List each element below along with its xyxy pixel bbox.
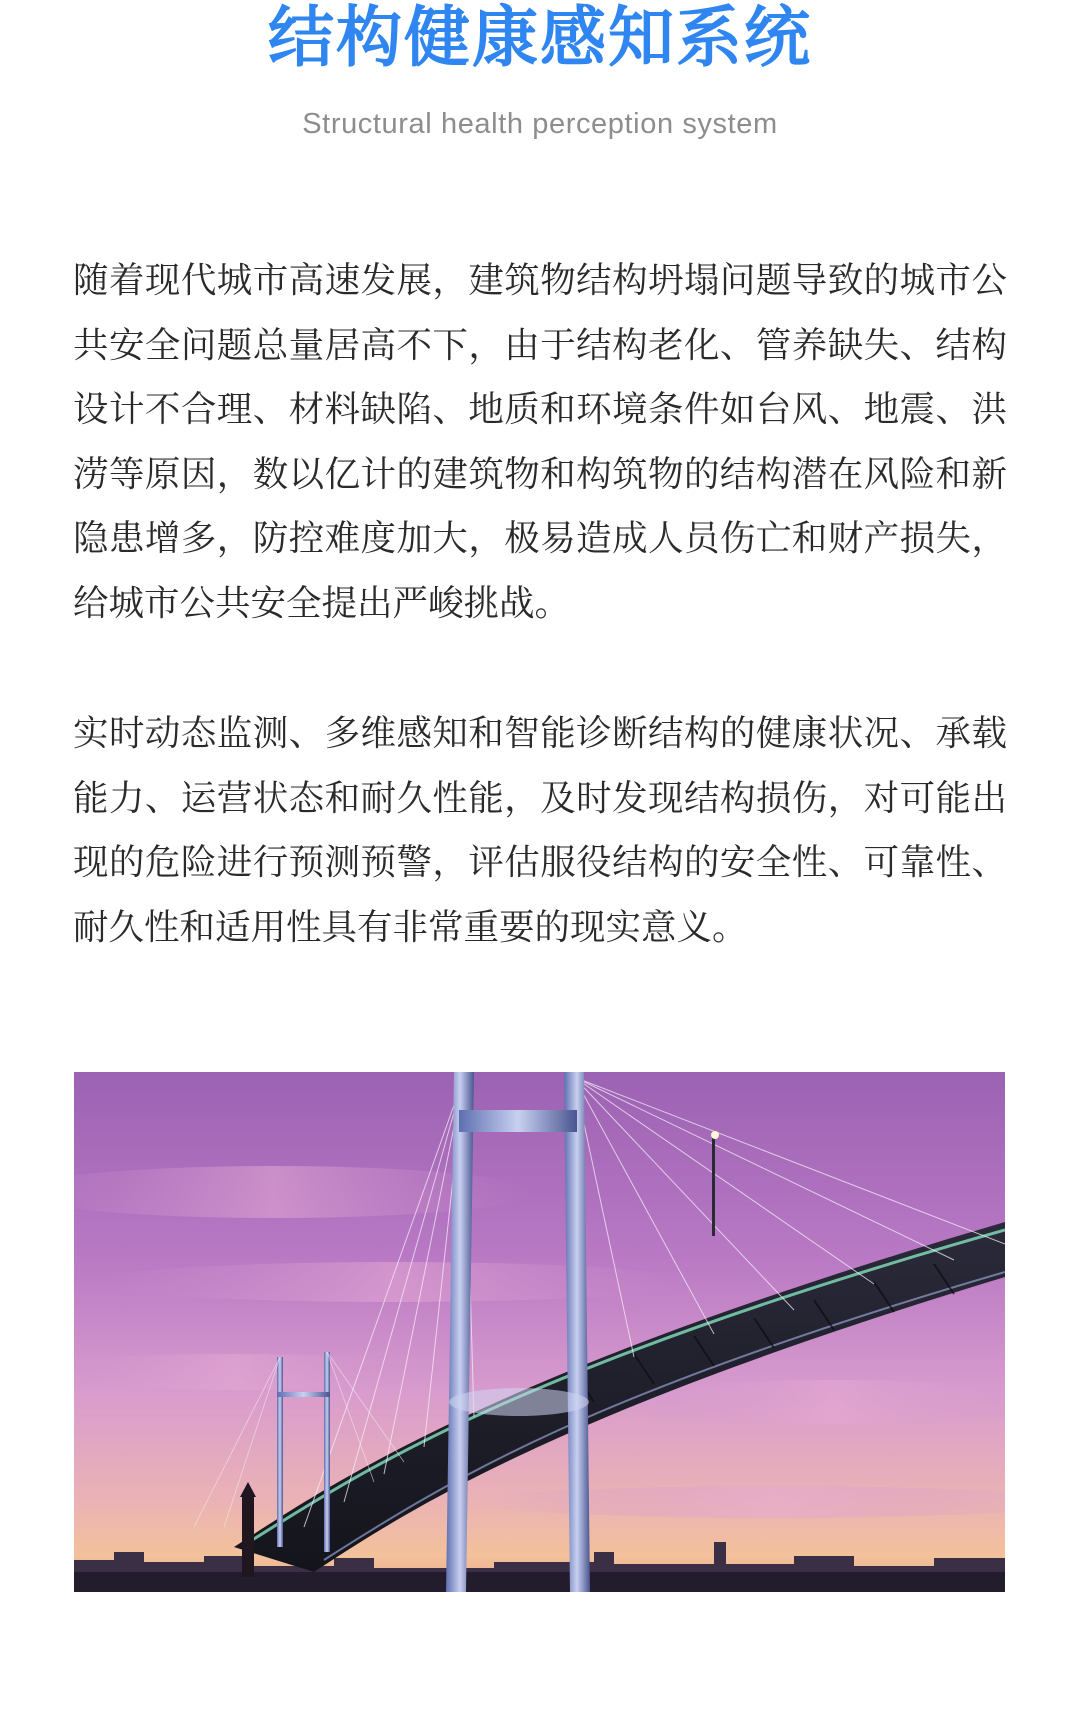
next-section-edge	[0, 1700, 1080, 1715]
intro-paragraph: 随着现代城市高速发展，建筑物结构坍塌问题导致的城市公共安全问题总量居高不下，由于结构老化、管养缺失、结构设计不合理、材料缺陷、地质和环境条件如台风、地震、洪涝等原因，数以亿计的建筑物和构筑物的结构潜在风险和新隐患增多，防控难度加大，极易造成人员伤亡和财产损失，给城市公共安全提出严峻挑战。	[73, 260, 1007, 624]
significance-paragraph: 实时动态监测、多维感知和智能诊断结构的健康状况、承载能力、运营状态和耐久性能，及时发现结构损伤，对可能出现的危险进行预测预警，评估服役结构的安全性、可靠性、耐久性和适用性具有非常重要的现实意义。	[73, 713, 1007, 948]
bridge-photo	[74, 1072, 1005, 1592]
page-title: 结构健康感知系统	[268, 0, 812, 76]
page-subtitle: Structural health perception system	[302, 108, 778, 140]
